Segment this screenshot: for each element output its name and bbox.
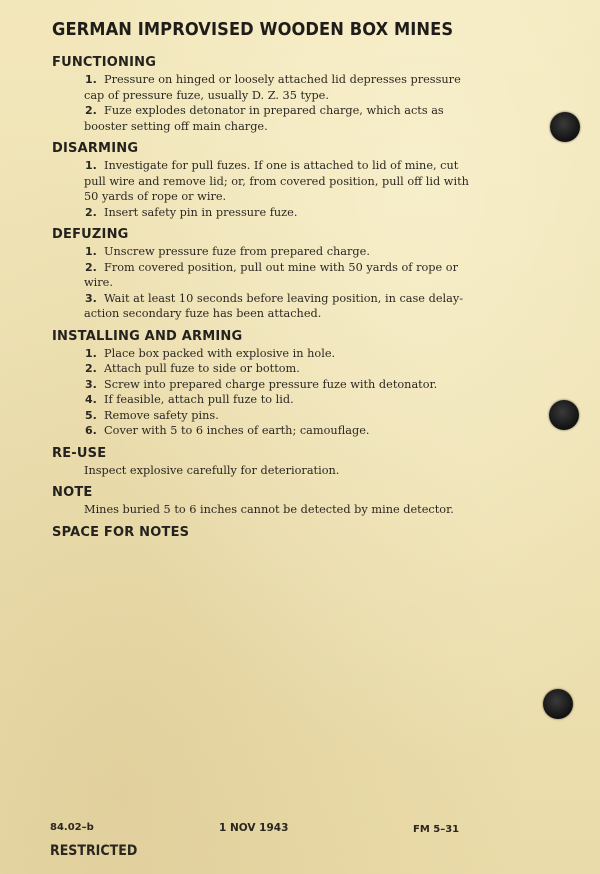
item-number: 2. <box>85 260 97 274</box>
list-item <box>52 423 472 439</box>
document-body <box>52 54 472 542</box>
footer-classification: RESTRICTED <box>50 843 138 859</box>
reuse-text: Inspect explosive carefully for deterioration. <box>84 463 340 477</box>
list-item <box>52 244 472 260</box>
section-defuzing <box>52 226 472 322</box>
page-title: GERMAN IMPROVISED WOODEN BOX MINES <box>52 20 454 40</box>
section-heading: NOTE <box>52 485 93 500</box>
list-item <box>52 291 472 322</box>
section-installing-and-arming <box>52 328 472 439</box>
item-text: Screw into prepared charge pressure fuze with detonator. <box>104 377 438 391</box>
list-item <box>52 346 472 362</box>
list-item <box>52 103 472 134</box>
list-item <box>52 392 472 408</box>
section-heading: INSTALLING AND ARMING <box>52 328 243 344</box>
section-heading: DEFUZING <box>52 227 129 242</box>
section-re-use <box>52 445 472 479</box>
section-heading: RE-USE <box>52 445 107 461</box>
section-space-for-notes <box>52 524 472 542</box>
item-text: Remove safety pins. <box>104 408 219 422</box>
item-number: 2. <box>85 104 97 117</box>
item-text: Unscrew pressure fuze from prepared charge. <box>104 245 370 258</box>
list-item <box>52 158 472 205</box>
item-number: 5. <box>85 408 97 422</box>
list-item <box>52 205 472 221</box>
item-number: 4. <box>85 393 97 406</box>
item-number: 6. <box>85 424 97 437</box>
item-text: Cover with 5 to 6 inches of earth; camouflage. <box>104 424 370 437</box>
note-text: Mines buried 5 to 6 inches cannot be detected by mine detector. <box>84 503 454 516</box>
section-heading: DISARMING <box>52 141 139 156</box>
section-note <box>52 484 472 518</box>
list-item <box>52 377 472 393</box>
list-item <box>52 408 472 424</box>
item-text: Investigate for pull fuzes. If one is attached to lid of mine, cut pull wire and remove lid; or, from covered position, pull off lid with 50 yards of rope or wire. <box>84 159 469 203</box>
item-text: Place box packed with explosive in hole. <box>104 346 336 360</box>
item-number: 1. <box>85 73 97 86</box>
item-text: Wait at least 10 seconds before leaving position, in case delay-action secondary fuze has been attached. <box>84 291 464 320</box>
item-number: 2. <box>85 205 97 219</box>
binder-hole-top <box>550 112 580 142</box>
item-text: From covered position, pull out mine with 50 yards of rope or wire. <box>84 260 458 289</box>
section-heading: SPACE FOR NOTES <box>52 524 190 540</box>
item-number: 2. <box>85 362 97 375</box>
footer-manual: FM 5–31 <box>413 824 460 835</box>
section-disarming <box>52 140 472 220</box>
item-text: Pressure on hinged or loosely attached lid depresses pressure cap of pressure fuze, usually D. Z. 35 type. <box>84 73 461 102</box>
item-text: If feasible, attach pull fuze to lid. <box>104 393 294 406</box>
footer-code: 84.02–b <box>50 822 94 833</box>
list-item <box>52 361 472 377</box>
item-text: Insert safety pin in pressure fuze. <box>104 205 298 219</box>
item-number: 3. <box>85 291 97 305</box>
item-number: 1. <box>85 346 97 360</box>
item-text: Attach pull fuze to side or bottom. <box>104 362 300 375</box>
section-heading: FUNCTIONING <box>52 55 157 70</box>
binder-hole-middle <box>549 400 579 430</box>
list-item <box>52 260 472 291</box>
binder-hole-bottom <box>543 689 573 719</box>
list-item <box>52 72 472 103</box>
item-number: 3. <box>85 377 97 391</box>
item-text: Fuze explodes detonator in prepared charge, which acts as booster setting off main charge. <box>84 104 444 133</box>
item-number: 1. <box>85 159 97 172</box>
item-number: 1. <box>85 245 97 258</box>
section-functioning <box>52 54 472 134</box>
footer-date: 1 NOV 1943 <box>219 822 289 834</box>
